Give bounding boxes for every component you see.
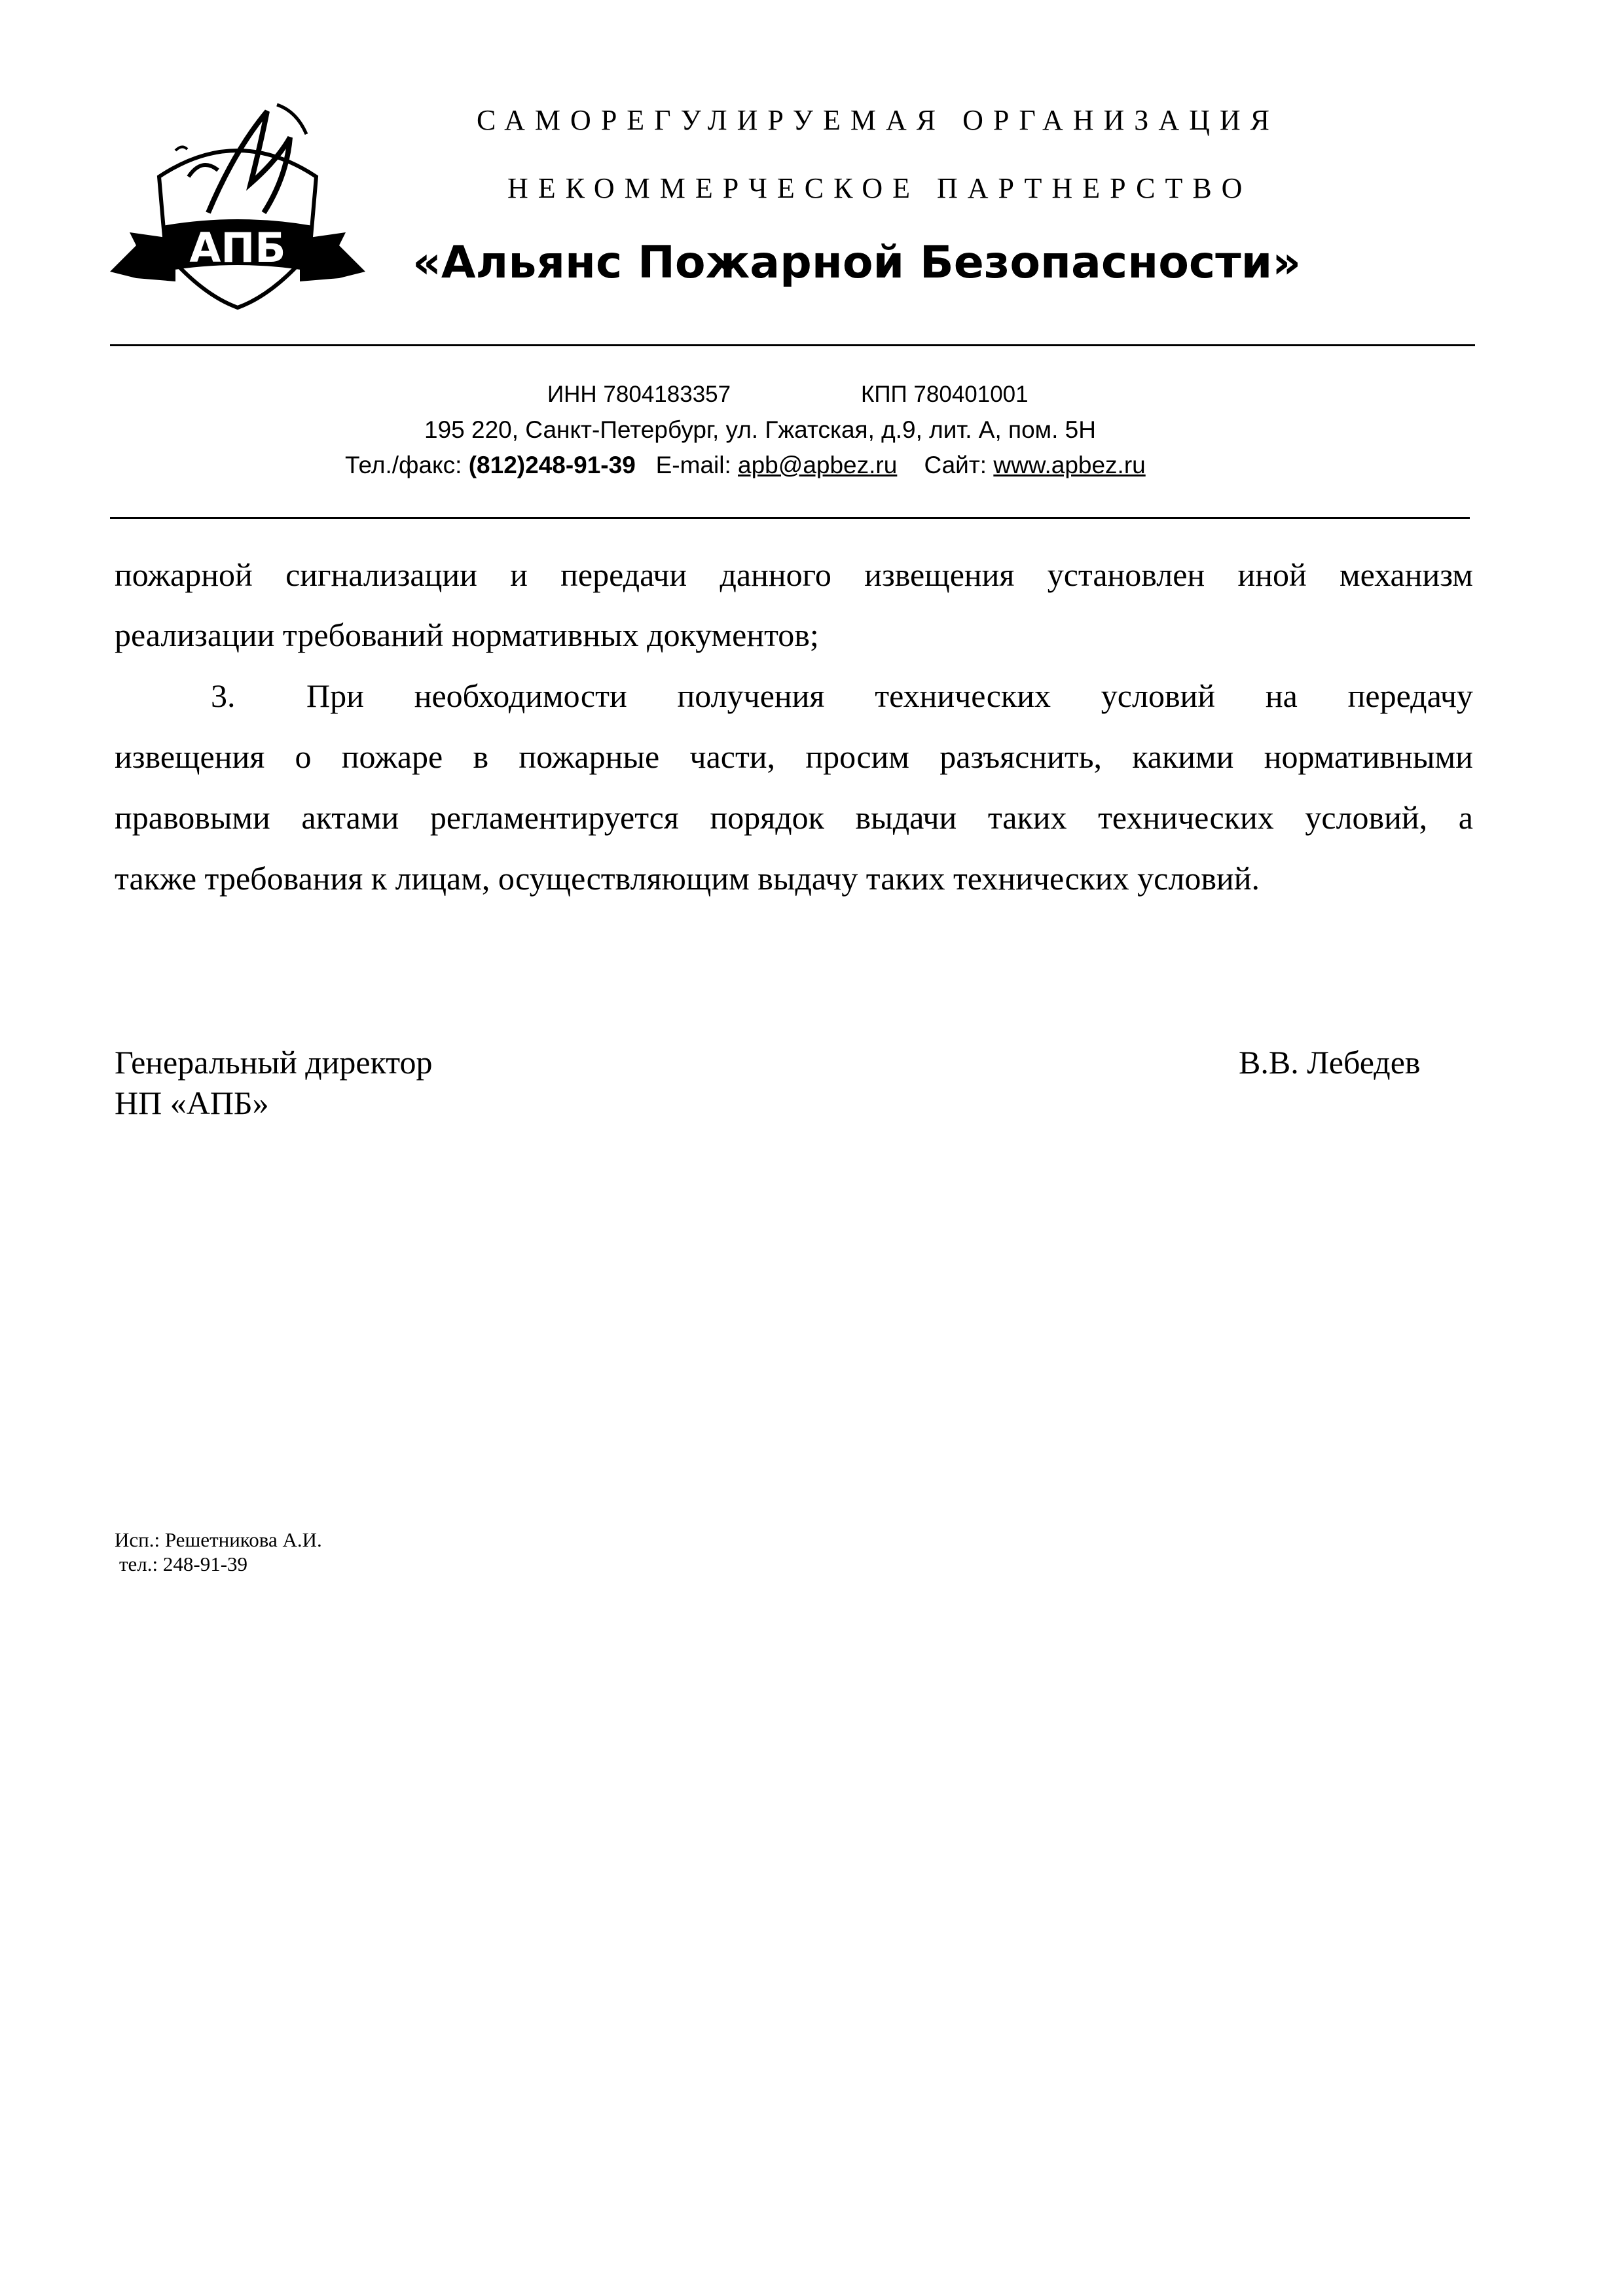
contacts-line xyxy=(345,452,1146,479)
signatory-name: В.В. Лебедев xyxy=(1239,1044,1421,1081)
apb-logo xyxy=(110,98,365,314)
org-name-title: «Альянс Пожарной Безопасности» xyxy=(412,237,1302,289)
org-type-line: САМОРЕГУЛИРУЕМАЯ ОРГАНИЗАЦИЯ xyxy=(477,104,1280,136)
header-divider-bottom xyxy=(110,517,1470,519)
body-line-2: реализации требований нормативных документов; xyxy=(115,617,819,653)
body-line-3: При необходимости получения технических условий на передачу xyxy=(306,677,1473,714)
inn-text: ИНН 7804183357 xyxy=(547,382,731,407)
kpp-text: КПП 780401001 xyxy=(861,382,1029,407)
email-link[interactable]: apb@apbez.ru xyxy=(738,452,898,478)
header-divider-top xyxy=(110,344,1475,346)
signatory-title: Генеральный директор xyxy=(115,1044,433,1081)
executor-phone: тел.: 248-91-39 xyxy=(119,1552,248,1575)
address-text: 195 220, Санкт-Петербург, ул. Гжатская, д.9, лит. А, пом. 5Н xyxy=(424,416,1096,443)
site-link[interactable]: www.apbez.ru xyxy=(993,452,1146,478)
phone-label: Тел./факс: xyxy=(345,452,462,478)
executor-name: Исп.: Решетникова А.И. xyxy=(115,1528,322,1551)
body-line-6: также требования к лицам, осуществляющим выдачу таких технических условий. xyxy=(115,860,1260,897)
list-item-number: 3. xyxy=(211,677,236,714)
org-form-line: НЕКОММЕРЧЕСКОЕ ПАРТНЕРСТВО xyxy=(507,172,1252,204)
signatory-org: НП «АПБ» xyxy=(115,1085,269,1121)
body-line-1: пожарной сигнализации и передачи данного извещения установлен иной механизм xyxy=(115,556,1473,593)
body-line-4: извещения о пожаре в пожарные части, просим разъяснить, какими нормативными xyxy=(115,738,1473,775)
phone-number: (812)248-91-39 xyxy=(468,452,636,478)
body-line-5: правовыми актами регламентируется порядок выдачи таких технических условий, а xyxy=(115,799,1473,836)
svg-text:АПБ: АПБ xyxy=(189,224,286,272)
email-label: E-mail: xyxy=(655,452,731,478)
site-label: Сайт: xyxy=(924,452,987,478)
